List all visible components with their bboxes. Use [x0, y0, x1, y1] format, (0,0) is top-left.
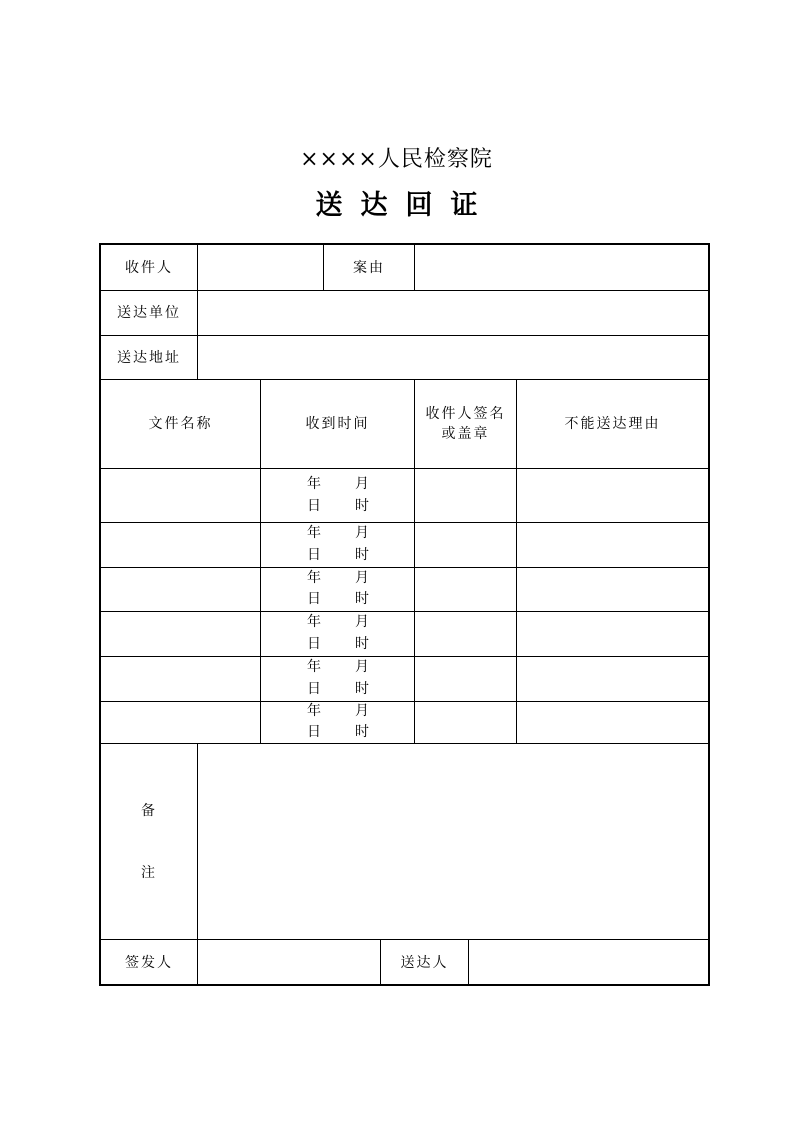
- year-unit: 年: [307, 659, 321, 675]
- org-name: ××××人民检察院: [300, 147, 493, 172]
- server-field[interactable]: [469, 940, 708, 986]
- month-unit: 月: [355, 614, 369, 630]
- document-title: 送达回证: [315, 190, 496, 221]
- delivery-unit-label: 送达单位: [117, 305, 181, 321]
- month-unit: 月: [355, 703, 369, 719]
- delivery-receipt-form: [99, 243, 710, 986]
- case-label: 案由: [353, 259, 385, 276]
- delivery-unit-field[interactable]: [198, 291, 708, 335]
- signature-header-line1: 收件人签名: [425, 406, 506, 422]
- year-unit: 年: [307, 703, 321, 719]
- day-unit: 日: [307, 724, 321, 740]
- receive-time-header: 收到时间: [305, 416, 370, 432]
- remarks-field[interactable]: [198, 744, 708, 939]
- reason-header: 不能送达理由: [564, 416, 661, 432]
- year-unit: 年: [307, 614, 321, 630]
- delivery-address-field[interactable]: [198, 336, 708, 379]
- delivery-address-label: 送达地址: [117, 349, 181, 366]
- recipient-field[interactable]: [198, 245, 323, 290]
- month-unit: 月: [355, 525, 369, 541]
- day-unit: 日: [307, 636, 321, 652]
- hour-unit: 时: [355, 681, 369, 697]
- file-name-header: 文件名称: [148, 416, 213, 432]
- year-unit: 年: [307, 525, 321, 541]
- day-unit: 日: [307, 498, 321, 514]
- year-unit: 年: [307, 476, 321, 492]
- month-unit: 月: [355, 570, 369, 586]
- day-unit: 日: [307, 591, 321, 607]
- hour-unit: 时: [355, 591, 369, 607]
- hour-unit: 时: [355, 547, 369, 563]
- hour-unit: 时: [355, 724, 369, 740]
- month-unit: 月: [355, 476, 369, 492]
- remarks-label-1: 备: [141, 803, 157, 819]
- case-field[interactable]: [415, 245, 708, 290]
- year-unit: 年: [307, 570, 321, 586]
- hour-unit: 时: [355, 498, 369, 514]
- server-label: 送达人: [400, 955, 449, 971]
- signature-header-line2: 或盖章: [441, 426, 490, 442]
- day-unit: 日: [307, 547, 321, 563]
- remarks-label-2: 注: [141, 865, 157, 881]
- day-unit: 日: [307, 681, 321, 697]
- month-unit: 月: [355, 659, 369, 675]
- hour-unit: 时: [355, 636, 369, 652]
- recipient-label: 收件人: [125, 259, 173, 276]
- issuer-label: 签发人: [125, 955, 173, 971]
- issuer-field[interactable]: [198, 940, 380, 986]
- signature-header: [415, 380, 516, 468]
